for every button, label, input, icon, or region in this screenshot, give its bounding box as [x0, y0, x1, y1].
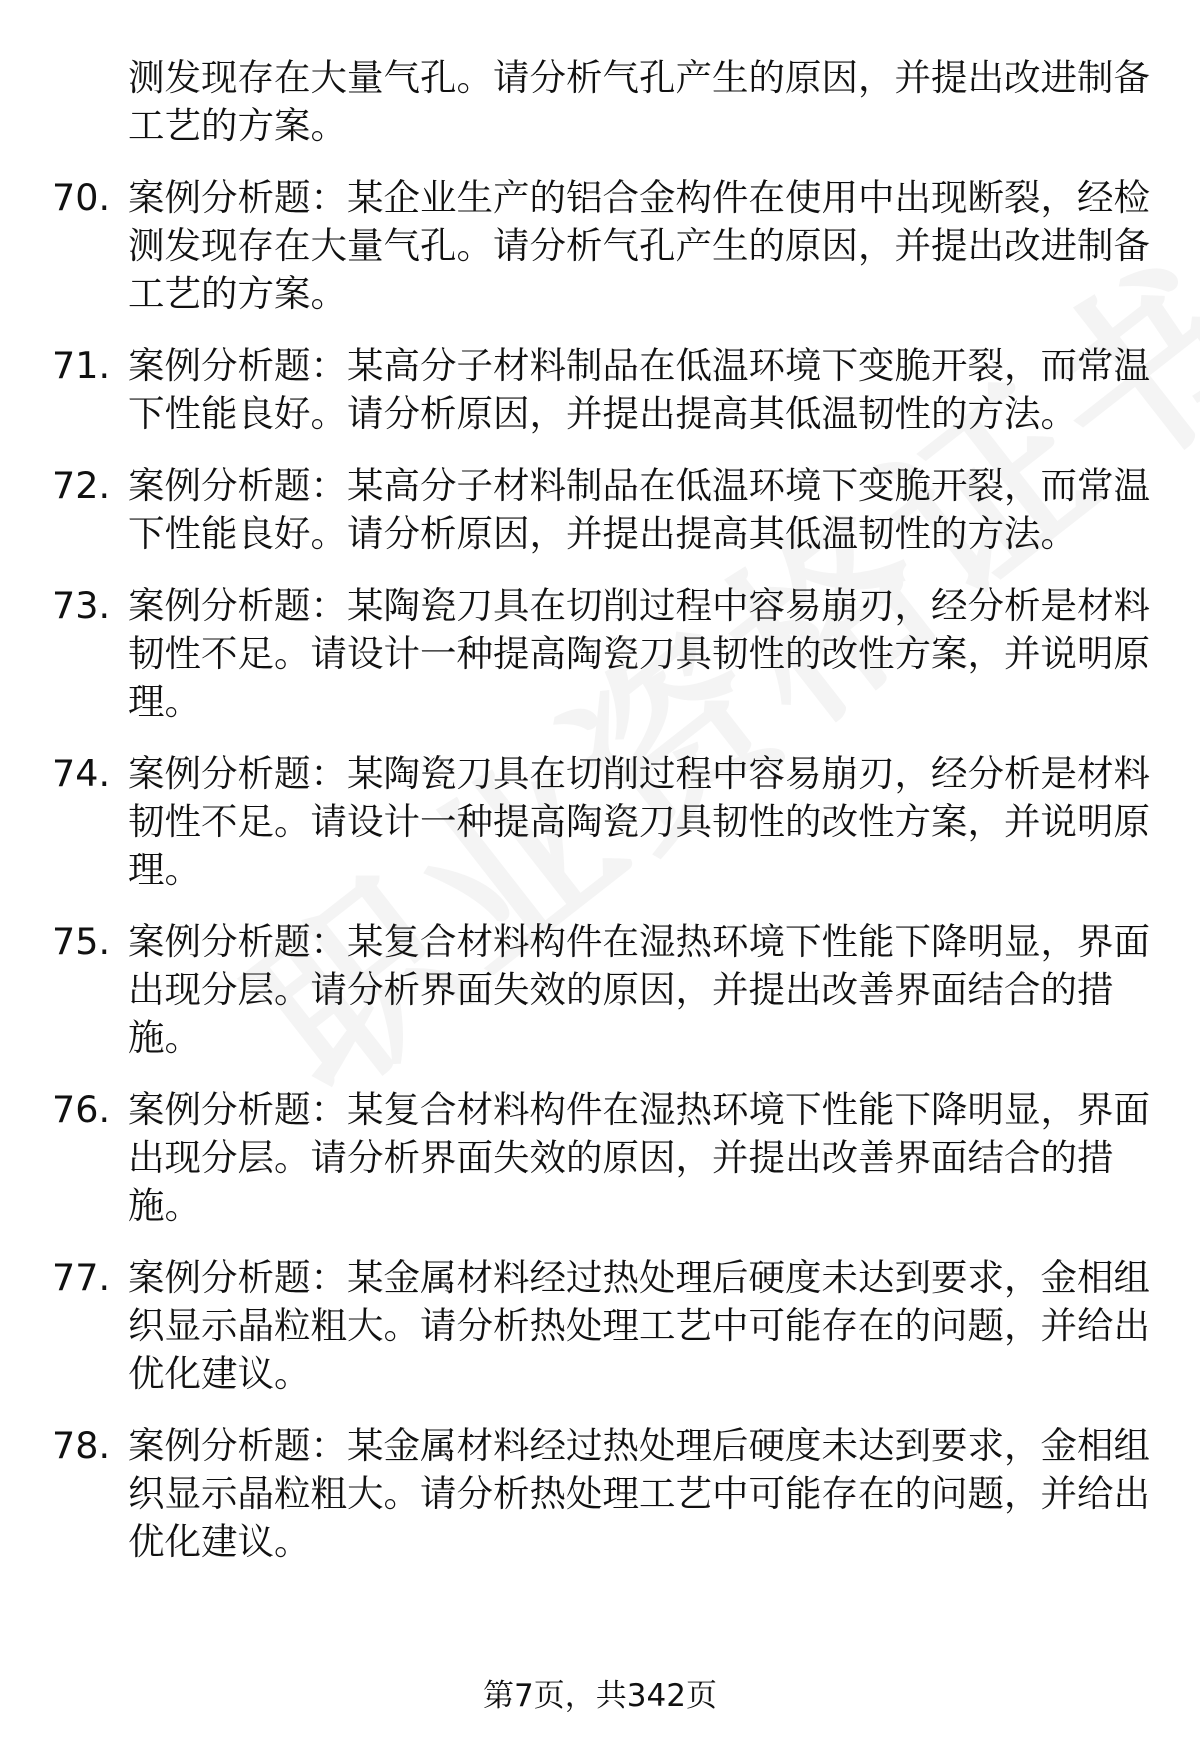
question-text-line: 施。 — [128, 1184, 201, 1227]
question-text-line: 韧性不足。请设计一种提高陶瓷刀具韧性的改性方案，并说明原 — [128, 632, 1150, 675]
question-text-line: 案例分析题：某陶瓷刀具在切削过程中容易崩刃，经分析是材料 — [128, 584, 1150, 627]
question-text-line: 测发现存在大量气孔。请分析气孔产生的原因，并提出改进制备 — [128, 224, 1150, 267]
question-number: 75. — [52, 920, 111, 963]
question-number: 72. — [52, 464, 111, 507]
question-text-line: 案例分析题：某复合材料构件在湿热环境下性能下降明显，界面 — [128, 920, 1150, 963]
question-text-line: 理。 — [128, 848, 201, 891]
question-number: 70. — [52, 176, 111, 219]
question-text-line: 出现分层。请分析界面失效的原因，并提出改善界面结合的措 — [128, 968, 1114, 1011]
page-footer: 第7页，共342页 — [483, 1678, 717, 1714]
question-text-line: 案例分析题：某高分子材料制品在低温环境下变脆开裂，而常温 — [128, 344, 1150, 387]
question-text-line: 案例分析题：某企业生产的铝合金构件在使用中出现断裂，经检 — [128, 176, 1150, 219]
question-text-line: 案例分析题：某陶瓷刀具在切削过程中容易崩刃，经分析是材料 — [128, 752, 1150, 795]
question-text-line: 施。 — [128, 1016, 201, 1059]
question-text-line: 出现分层。请分析界面失效的原因，并提出改善界面结合的措 — [128, 1136, 1114, 1179]
question-text-line: 理。 — [128, 680, 201, 723]
question-text-line: 工艺的方案。 — [128, 272, 347, 315]
question-number: 71. — [52, 344, 111, 387]
question-number: 77. — [52, 1256, 111, 1299]
question-number: 74. — [52, 752, 111, 795]
question-number: 73. — [52, 584, 111, 627]
question-text-line: 韧性不足。请设计一种提高陶瓷刀具韧性的改性方案，并说明原 — [128, 800, 1150, 843]
question-text-line: 织显示晶粒粗大。请分析热处理工艺中可能存在的问题，并给出 — [128, 1472, 1150, 1515]
question-text-line: 优化建议。 — [128, 1520, 311, 1563]
question-text-line: 案例分析题：某金属材料经过热处理后硬度未达到要求，金相组 — [128, 1256, 1150, 1299]
question-text-line: 案例分析题：某金属材料经过热处理后硬度未达到要求，金相组 — [128, 1424, 1150, 1467]
question-text-line: 案例分析题：某复合材料构件在湿热环境下性能下降明显，界面 — [128, 1088, 1150, 1131]
continuation-line: 工艺的方案。 — [128, 104, 347, 147]
question-text-line: 下性能良好。请分析原因，并提出提高其低温韧性的方法。 — [128, 392, 1077, 435]
question-number: 76. — [52, 1088, 111, 1131]
continuation-line: 测发现存在大量气孔。请分析气孔产生的原因，并提出改进制备 — [128, 56, 1150, 99]
question-text-line: 织显示晶粒粗大。请分析热处理工艺中可能存在的问题，并给出 — [128, 1304, 1150, 1347]
question-number: 78. — [52, 1424, 111, 1467]
question-text-line: 下性能良好。请分析原因，并提出提高其低温韧性的方法。 — [128, 512, 1077, 555]
question-text-line: 案例分析题：某高分子材料制品在低温环境下变脆开裂，而常温 — [128, 464, 1150, 507]
question-text-line: 优化建议。 — [128, 1352, 311, 1395]
